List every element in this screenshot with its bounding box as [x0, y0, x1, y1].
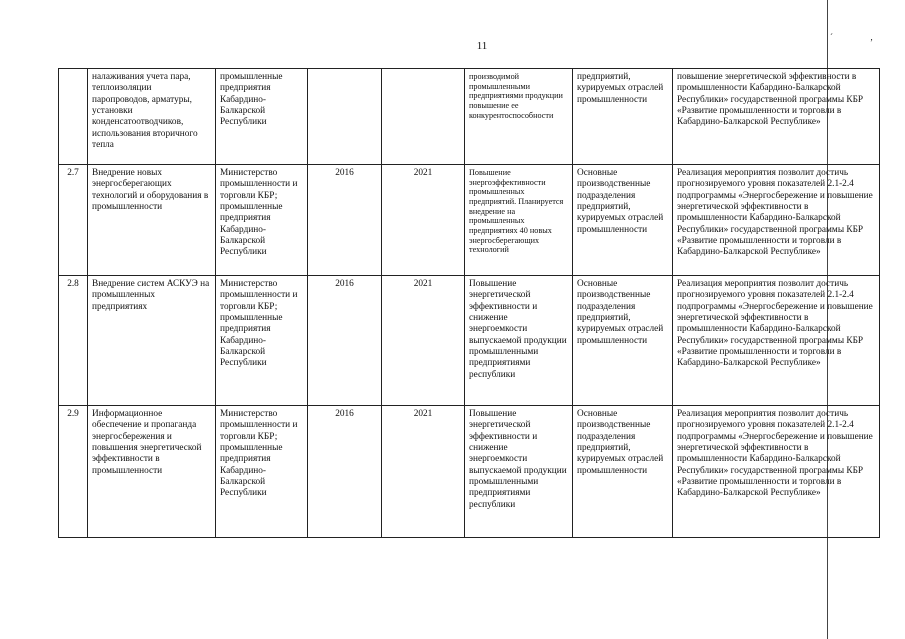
cell-result: Повышение энергоэффективности промышленных предприятий. Планируется внедрение на промышленных предприятиях 40 новых энергосберегающих технологий [465, 165, 573, 276]
cell-executor: Министерство промышленности и торговли КБР; промышленные предприятия Кабардино-Балкарской Республики [216, 165, 308, 276]
cell-measure: Внедрение систем АСКУЭ на промышленных предприятиях [88, 276, 216, 406]
cell-end-year: 2021 [382, 406, 465, 538]
cell-measure: Информационное обеспечение и пропаганда энергосбережения и повышения энергетической эффективности в промышленности [88, 406, 216, 538]
measures-table [58, 68, 880, 538]
cell-num: 2.8 [59, 276, 88, 406]
cell-link: Реализация мероприятия позволит достичь прогнозируемого уровня показателей 2.1-2.4 подпрограммы «Энергосбережение и повышение энергетической эффективности в промышленности Кабардино-Балкарской Республики» государственной программы КБР «Развитие промышленности и торговли в Кабардино-Балкарской Республике» [673, 165, 880, 276]
table-row [59, 406, 880, 538]
cell-num [59, 69, 88, 165]
cell-result: Повышение энергетической эффективности и снижение энергоемкости выпускаемой продукции промышленными предприятиями республики [465, 276, 573, 406]
table-row [59, 276, 880, 406]
cell-end-year: 2021 [382, 276, 465, 406]
page-number: 11 [476, 40, 488, 52]
table-row [59, 165, 880, 276]
scan-mark-right: ‚ [870, 32, 873, 42]
cell-num: 2.9 [59, 406, 88, 538]
scan-mark-left: ´ [830, 32, 833, 42]
cell-start-year: 2016 [308, 276, 382, 406]
cell-start-year: 2016 [308, 406, 382, 538]
cell-result: производимой промышленными предприятиями продукции повышение ее конкурентоспособности [465, 69, 573, 165]
cell-start-year: 2016 [308, 165, 382, 276]
cell-end-year [382, 69, 465, 165]
cell-executor: Министерство промышленности и торговли КБР; промышленные предприятия Кабардино-Балкарской Республики [216, 406, 308, 538]
cell-link: Реализация мероприятия позволит достичь прогнозируемого уровня показателей 2.1-2.4 подпрограммы «Энергосбережение и повышение энергетической эффективности в промышленности Кабардино-Балкарской Республики» государственной программы КБР «Развитие промышленности и торговли в Кабардино-Балкарской Республике» [673, 406, 880, 538]
cell-start-year [308, 69, 382, 165]
cell-area: Основные производственные подразделения предприятий, курируемых отраслей промышленности [573, 165, 673, 276]
table-row-continuation [59, 69, 880, 165]
cell-area: Основные производственные подразделения предприятий, курируемых отраслей промышленности [573, 276, 673, 406]
cell-result: Повышение энергетической эффективности и снижение энергоемкости выпускаемой продукции промышленными предприятиями республики [465, 406, 573, 538]
cell-area: предприятий, курируемых отраслей промышленности [573, 69, 673, 165]
cell-executor: Министерство промышленности и торговли КБР; промышленные предприятия Кабардино-Балкарской Республики [216, 276, 308, 406]
cell-end-year: 2021 [382, 165, 465, 276]
cell-link: повышение энергетической эффективности в промышленности Кабардино-Балкарской Республики» государственной программы КБР «Развитие промышленности и торговли в Кабардино-Балкарской Республике» [673, 69, 880, 165]
cell-num: 2.7 [59, 165, 88, 276]
cell-measure: налаживания учета пара, теплоизоляции паропроводов, арматуры, установки конденсатоотводчиков, использования вторичного тепла [88, 69, 216, 165]
cell-area: Основные производственные подразделения предприятий, курируемых отраслей промышленности [573, 406, 673, 538]
cell-measure: Внедрение новых энергосберегающих технологий и оборудования в промышленности [88, 165, 216, 276]
cell-link: Реализация мероприятия позволит достичь прогнозируемого уровня показателей 2.1-2.4 подпрограммы «Энергосбережение и повышение энергетической эффективности в промышленности Кабардино-Балкарской Республики» государственной программы КБР «Развитие промышленности и торговли в Кабардино-Балкарской Республике» [673, 276, 880, 406]
cell-executor: промышленные предприятия Кабардино-Балкарской Республики [216, 69, 308, 165]
